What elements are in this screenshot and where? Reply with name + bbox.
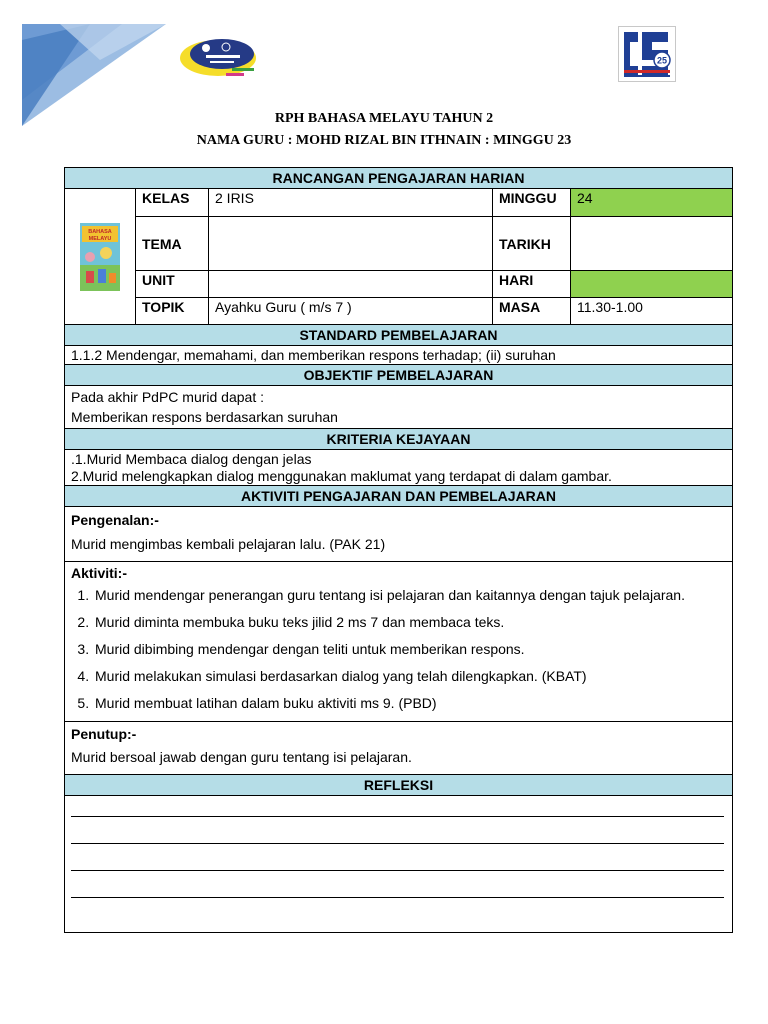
kelas-label: KELAS (136, 189, 209, 217)
refleksi-heading: REFLEKSI (65, 775, 733, 796)
tarikh-label: TARIKH (493, 217, 571, 271)
penutup-cell (65, 722, 733, 775)
svg-text:BAHASA: BAHASA (88, 228, 112, 235)
aktiviti-heading: AKTIVITI PENGAJARAN DAN PEMBELAJARAN (65, 486, 733, 507)
logo-number: 25 (656, 55, 668, 66)
standard-text: 1.1.2 Mendengar, memahami, dan memberikan respons terhadap; (ii) suruhan (65, 346, 733, 365)
pengenalan-cell (65, 507, 733, 562)
aktiviti-label: Aktiviti:- (71, 565, 127, 581)
reflection-line (71, 802, 724, 817)
penutup-label: Penutup:- (71, 726, 137, 742)
activity-step: 2. Murid diminta membuka buku teks jilid 2 ms 7 dan membaca teks. (93, 609, 726, 636)
minggu-value: 24 (571, 189, 733, 217)
minggu-label: MINGGU (493, 189, 571, 217)
activity-step: 5. Murid membuat latihan dalam buku aktiviti ms 9. (PBD) (93, 690, 726, 717)
lesson-plan-table (64, 167, 733, 933)
refleksi-lines (65, 796, 733, 933)
svg-text:MELAYU: MELAYU (88, 235, 112, 242)
objektif-cell (65, 386, 733, 429)
textbook-cover-image (80, 223, 120, 291)
unit-value (209, 271, 493, 298)
standard-heading: STANDARD PEMBELAJARAN (65, 325, 733, 346)
kriteria-heading: KRITERIA KEJAYAAN (65, 429, 733, 450)
kriteria-line-2: 2.Murid melengkapkan dialog menggunakan maklumat yang terdapat di dalam gambar. (71, 468, 612, 484)
kriteria-cell (65, 450, 733, 486)
topik-value: Ayahku Guru ( m/s 7 ) (209, 298, 493, 325)
activity-step: 4. Murid melakukan simulasi berdasarkan dialog yang telah dilengkapkan. (KBAT) (93, 663, 726, 690)
tema-value (209, 217, 493, 271)
teacher-line: NAMA GURU : MOHD RIZAL BIN ITHNAIN : MINGGU 23 (196, 133, 572, 148)
topik-label: TOPIK (136, 298, 209, 325)
book-cover-cell (65, 189, 136, 325)
objektif-heading: OBJEKTIF PEMBELAJARAN (65, 365, 733, 386)
hari-label: HARI (493, 271, 571, 298)
reflection-line (71, 871, 724, 898)
reflection-line (71, 844, 724, 871)
masa-label: MASA (493, 298, 571, 325)
penutup-text: Murid bersoal jawab dengan guru tentang isi pelajaran. (71, 749, 412, 765)
aktiviti-cell (65, 562, 733, 722)
masa-value: 11.30-1.00 (571, 298, 733, 325)
kriteria-line-1: .1.Murid Membaca dialog dengan jelas (71, 451, 312, 467)
document-title: RPH BAHASA MELAYU TAHUN 2 (274, 111, 494, 126)
kelas-value: 2 IRIS (209, 189, 493, 217)
tarikh-value (571, 217, 733, 271)
activity-steps-list (71, 582, 726, 717)
table-title: RANCANGAN PENGAJARAN HARIAN (65, 168, 733, 189)
activity-step: 3. Murid dibimbing mendengar dengan teliti untuk memberikan respons. (93, 636, 726, 663)
reflection-line (71, 817, 724, 844)
hari-value (571, 271, 733, 298)
objektif-line-1: Pada akhir PdPC murid dapat : (71, 389, 264, 405)
anniversary-logo (618, 26, 676, 82)
pengenalan-label: Pengenalan:- (71, 512, 159, 528)
school-logo (176, 34, 260, 80)
pengenalan-text: Murid mengimbas kembali pelajaran lalu. (PAK 21) (71, 536, 386, 552)
tema-label: TEMA (136, 217, 209, 271)
objektif-line-2: Memberikan respons berdasarkan suruhan (71, 409, 338, 425)
activity-step: 1. Murid mendengar penerangan guru tentang isi pelajaran dan kaitannya dengan tajuk pelajaran. (93, 582, 726, 609)
unit-label: UNIT (136, 271, 209, 298)
